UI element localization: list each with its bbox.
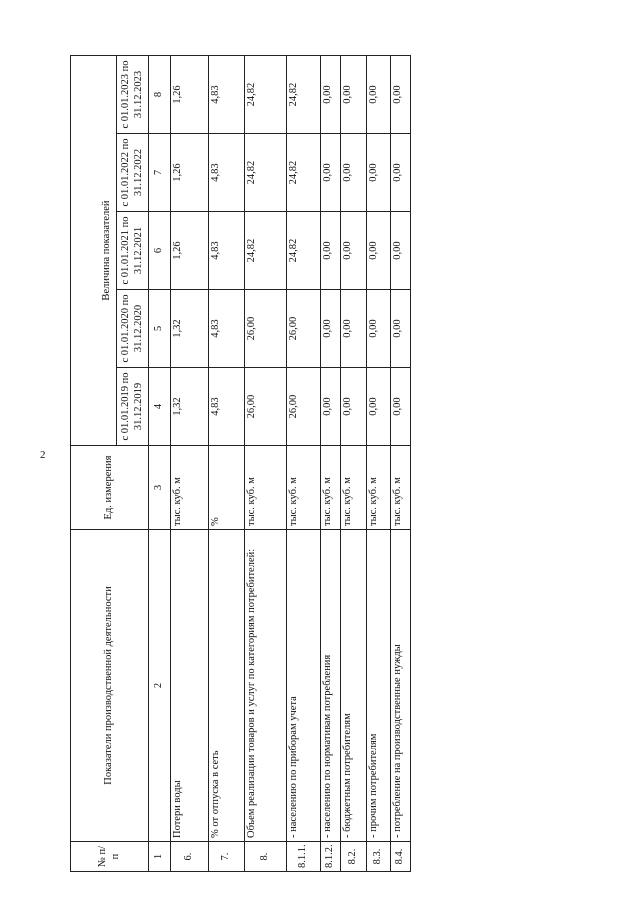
row-number: 7. — [209, 842, 245, 872]
row-value: 0,00 — [391, 134, 411, 212]
row-value: 0,00 — [321, 56, 341, 134]
period-header: с 01.01.2019 по 31.12.2019 — [117, 368, 149, 446]
row-value: 24,82 — [245, 212, 287, 290]
table-row — [245, 56, 287, 872]
row-value: 0,00 — [341, 368, 367, 446]
row-unit: тыс. куб. м — [367, 446, 391, 530]
row-value: 0,00 — [367, 368, 391, 446]
table-row — [209, 56, 245, 872]
column-number: 3 — [149, 446, 171, 530]
row-value: 0,00 — [321, 134, 341, 212]
row-unit: тыс. куб. м — [245, 446, 287, 530]
column-number: 6 — [149, 212, 171, 290]
row-value: 24,82 — [287, 56, 321, 134]
row-value: 26,00 — [287, 290, 321, 368]
row-value: 1,32 — [171, 368, 209, 446]
production-indicators-table — [70, 55, 411, 872]
row-value: 24,82 — [287, 212, 321, 290]
row-value: 4,83 — [209, 134, 245, 212]
header-unit: Ед. измерения — [71, 446, 149, 530]
row-unit: % — [209, 446, 245, 530]
row-number: 8.1.2. — [321, 842, 341, 872]
period-header: с 01.01.2022 по 31.12.2022 — [117, 134, 149, 212]
column-number-row — [149, 56, 171, 872]
header-indicator: Показатели производственной деятельности — [71, 530, 149, 842]
row-number: 8.1.1. — [287, 842, 321, 872]
row-value: 4,83 — [209, 56, 245, 134]
page-number: 2 — [40, 449, 46, 461]
row-indicator: - населению по приборам учета — [287, 530, 321, 842]
row-value: 0,00 — [391, 212, 411, 290]
row-number: 8.2. — [341, 842, 367, 872]
row-value: 1,26 — [171, 134, 209, 212]
row-value: 0,00 — [321, 212, 341, 290]
column-number: 7 — [149, 134, 171, 212]
row-value: 0,00 — [341, 56, 367, 134]
row-indicator: Объем реализации товаров и услуг по категориям потребителей: — [245, 530, 287, 842]
row-indicator: - населению по нормативам потребления — [321, 530, 341, 842]
header-num: № п/п — [71, 842, 149, 872]
row-value: 0,00 — [367, 290, 391, 368]
row-number: 8.4. — [391, 842, 411, 872]
row-value: 4,83 — [209, 290, 245, 368]
header-row-1 — [71, 56, 117, 872]
row-number: 8. — [245, 842, 287, 872]
row-value: 0,00 — [391, 56, 411, 134]
row-indicator: - прочим потребителям — [367, 530, 391, 842]
row-value: 26,00 — [287, 368, 321, 446]
row-unit: тыс. куб. м — [321, 446, 341, 530]
table-row — [367, 56, 391, 872]
row-value: 24,82 — [245, 56, 287, 134]
row-value: 1,32 — [171, 290, 209, 368]
row-indicator: % от отпуска в сеть — [209, 530, 245, 842]
table-row — [341, 56, 367, 872]
table-row — [287, 56, 321, 872]
row-number: 6. — [171, 842, 209, 872]
period-header: с 01.01.2020 по 31.12.2020 — [117, 290, 149, 368]
row-indicator: Потери воды — [171, 530, 209, 842]
row-value: 0,00 — [321, 368, 341, 446]
period-header: с 01.01.2023 по 31.12.2023 — [117, 56, 149, 134]
column-number: 5 — [149, 290, 171, 368]
header-values-group: Величина показателей — [71, 56, 117, 446]
row-value: 1,26 — [171, 56, 209, 134]
row-value: 24,82 — [287, 134, 321, 212]
row-indicator: - потребление на производственные нужды — [391, 530, 411, 842]
row-value: 0,00 — [367, 56, 391, 134]
row-value: 0,00 — [321, 290, 341, 368]
row-value: 0,00 — [367, 212, 391, 290]
column-number: 1 — [149, 842, 171, 872]
column-number: 2 — [149, 530, 171, 842]
row-value: 24,82 — [245, 134, 287, 212]
row-number: 8.3. — [367, 842, 391, 872]
row-value: 4,83 — [209, 212, 245, 290]
row-value: 1,26 — [171, 212, 209, 290]
row-value: 0,00 — [367, 134, 391, 212]
row-value: 26,00 — [245, 290, 287, 368]
row-unit: тыс. куб. м — [391, 446, 411, 530]
row-value: 0,00 — [341, 290, 367, 368]
table-row — [171, 56, 209, 872]
row-unit: тыс. куб. м — [171, 446, 209, 530]
column-number: 8 — [149, 56, 171, 134]
table-row — [321, 56, 341, 872]
row-unit: тыс. куб. м — [287, 446, 321, 530]
row-value: 26,00 — [245, 368, 287, 446]
row-value: 0,00 — [391, 368, 411, 446]
row-value: 4,83 — [209, 368, 245, 446]
period-header: с 01.01.2021 по 31.12.2021 — [117, 212, 149, 290]
row-value: 0,00 — [341, 134, 367, 212]
row-value: 0,00 — [391, 290, 411, 368]
row-unit: тыс. куб. м — [341, 446, 367, 530]
row-indicator: - бюджетным потребителям — [341, 530, 367, 842]
rotated-table-container — [70, 56, 406, 872]
row-value: 0,00 — [341, 212, 367, 290]
column-number: 4 — [149, 368, 171, 446]
table-row — [391, 56, 411, 872]
